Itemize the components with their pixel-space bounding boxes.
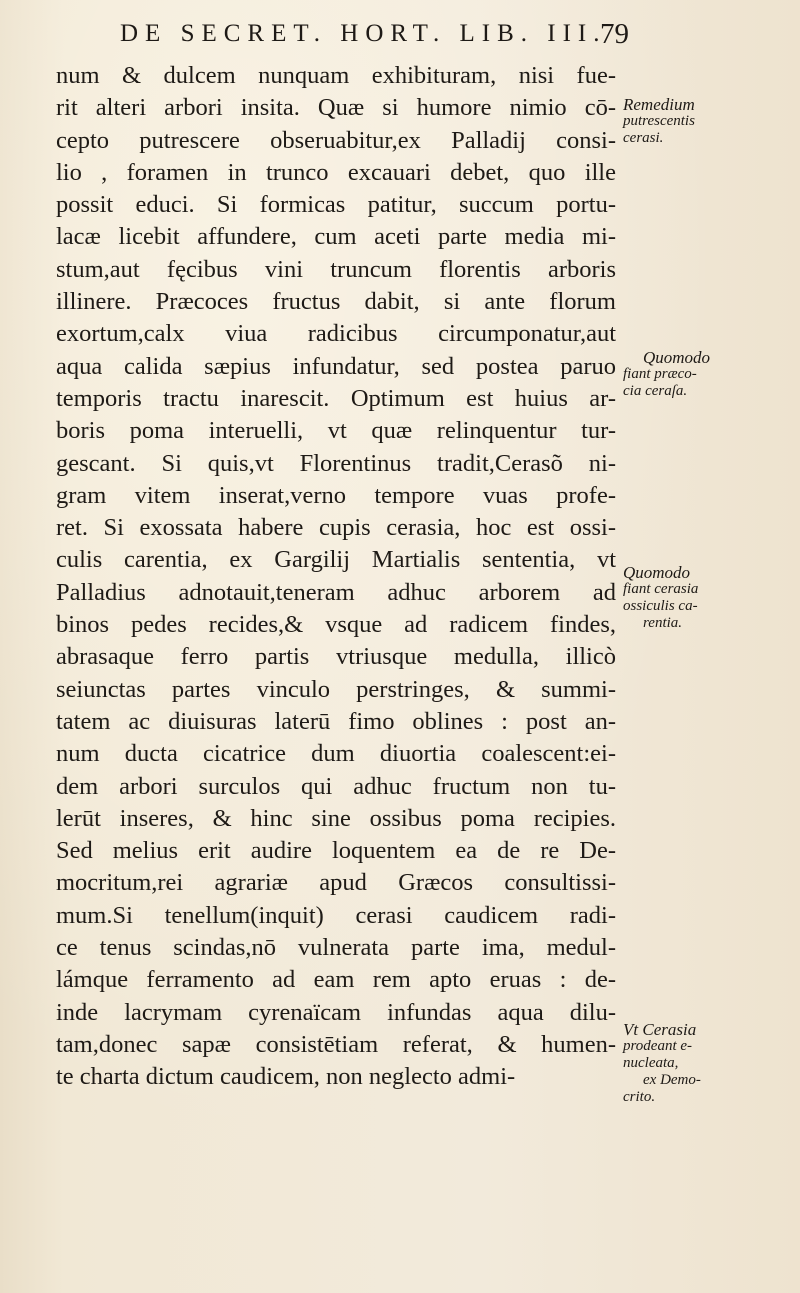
text-line: boris poma interuelli, vt quæ relinquentur tur- [56,417,616,445]
text-line: ret. Si exossata habere cupis cerasia, hoc est ossi- [56,514,616,542]
text-line: num & dulcem nunquam exhibituram, nisi fue- [56,62,616,89]
margin-note-praecocia [623,349,710,400]
text-line: lámque ferramento ad eam rem apto eruas : de- [56,966,616,994]
running-head-title: DE SECRET. HORT. LIB. III. [120,20,607,47]
text-line: inde lacrymam cyrenaïcam infundas aqua dilu- [56,998,616,1026]
text-line: aqua calida sæpius infundatur, sed postea paruo [56,352,616,380]
margin-note-line: Remedium [623,95,695,114]
text-line: mocritum,rei agrariæ apud Græcos consultissi- [56,869,616,897]
text-line: Sed melius erit audire loquentem ea de re De- [56,837,616,865]
page-number: 79 [600,18,629,50]
text-line: ce tenus scindas,nō vulnerata parte ima, medul- [56,934,616,962]
text-line: num ducta cicatrice dum diuortia coalescent:ei- [56,740,616,768]
text-line: temporis tractu inarescit. Optimum est huius ar- [56,384,616,412]
margin-note-line: fiant cerasia [623,581,699,597]
running-head [120,18,640,58]
text-line: seiunctas partes vinculo perstringes, & summi- [56,675,616,703]
text-line: te charta dictum caudicem, non neglecto admi- [56,1063,516,1091]
margin-note-line: Vt Cerasia [623,1020,697,1039]
text-line: stum,aut fęcibus vini truncum florentis arboris [56,255,616,283]
text-line: gescant. Si quis,vt Florentinus tradit,Cerasõ ni- [56,449,616,477]
margin-note-line: ossiculis ca- [623,598,698,614]
text-line: gram vitem inserat,verno tempore vuas profe- [56,481,616,509]
margin-note-line: fiant præco- [623,366,697,382]
margin-note-line: nucleata, [623,1055,679,1071]
margin-note-line: Quomodo [643,348,711,367]
margin-note-line: prodeant e- [623,1038,693,1054]
margin-note-ossiculis [623,564,698,632]
margin-note-democrito [623,1021,701,1106]
text-line: cepto putrescere obseruabitur,ex Palladij consi- [56,126,616,154]
text-line: possit educi. Si formicas patitur, succum portu- [56,191,616,219]
text-line: rit alteri arbori insita. Quæ si humore nimio cō- [56,94,616,122]
text-line: lacæ licebit affundere, cum aceti parte media mi- [56,223,616,251]
margin-note-line: putrescentis [623,113,695,129]
text-line: binos pedes recides,& vsque ad radicem findes, [56,611,616,639]
text-line: tatem ac diuisuras laterū fimo oblines : post an- [56,707,616,735]
margin-note-line: Quomodo [623,563,691,582]
margin-note-line: crito. [623,1089,656,1105]
margin-note-line: cerasi. [623,130,664,146]
margin-note-line: ex Demo- [643,1072,701,1088]
main-text-column [56,60,616,1094]
text-line: lerūt inseres, & hinc sine ossibus poma recipies. [56,804,616,832]
text-line: culis carentia, ex Gargilij Martialis sententia, vt [56,546,616,574]
text-line: tam,donec sapæ consistētiam referat, & humen- [56,1030,616,1058]
text-line: mum.Si tenellum(inquit) cerasi caudicem radi- [56,901,616,929]
text-line: exortum,calx viua radicibus circumponatur,aut [56,320,616,348]
text-line: abrasaque ferro partis vtriusque medulla, illicò [56,643,616,671]
margin-note-line: cia ceraſa. [623,383,688,399]
margin-note-line: rentia. [643,615,683,631]
margin-note-remedium [623,96,695,147]
text-line: illinere. Præcoces fructus dabit, si ante florum [56,288,616,316]
text-line: Palladius adnotauit,teneram adhuc arborem ad [56,578,616,606]
text-line: dem arbori surculos qui adhuc fructum non tu- [56,772,616,800]
text-line: lio , foramen in trunco excauari debet, quo ille [56,158,616,186]
